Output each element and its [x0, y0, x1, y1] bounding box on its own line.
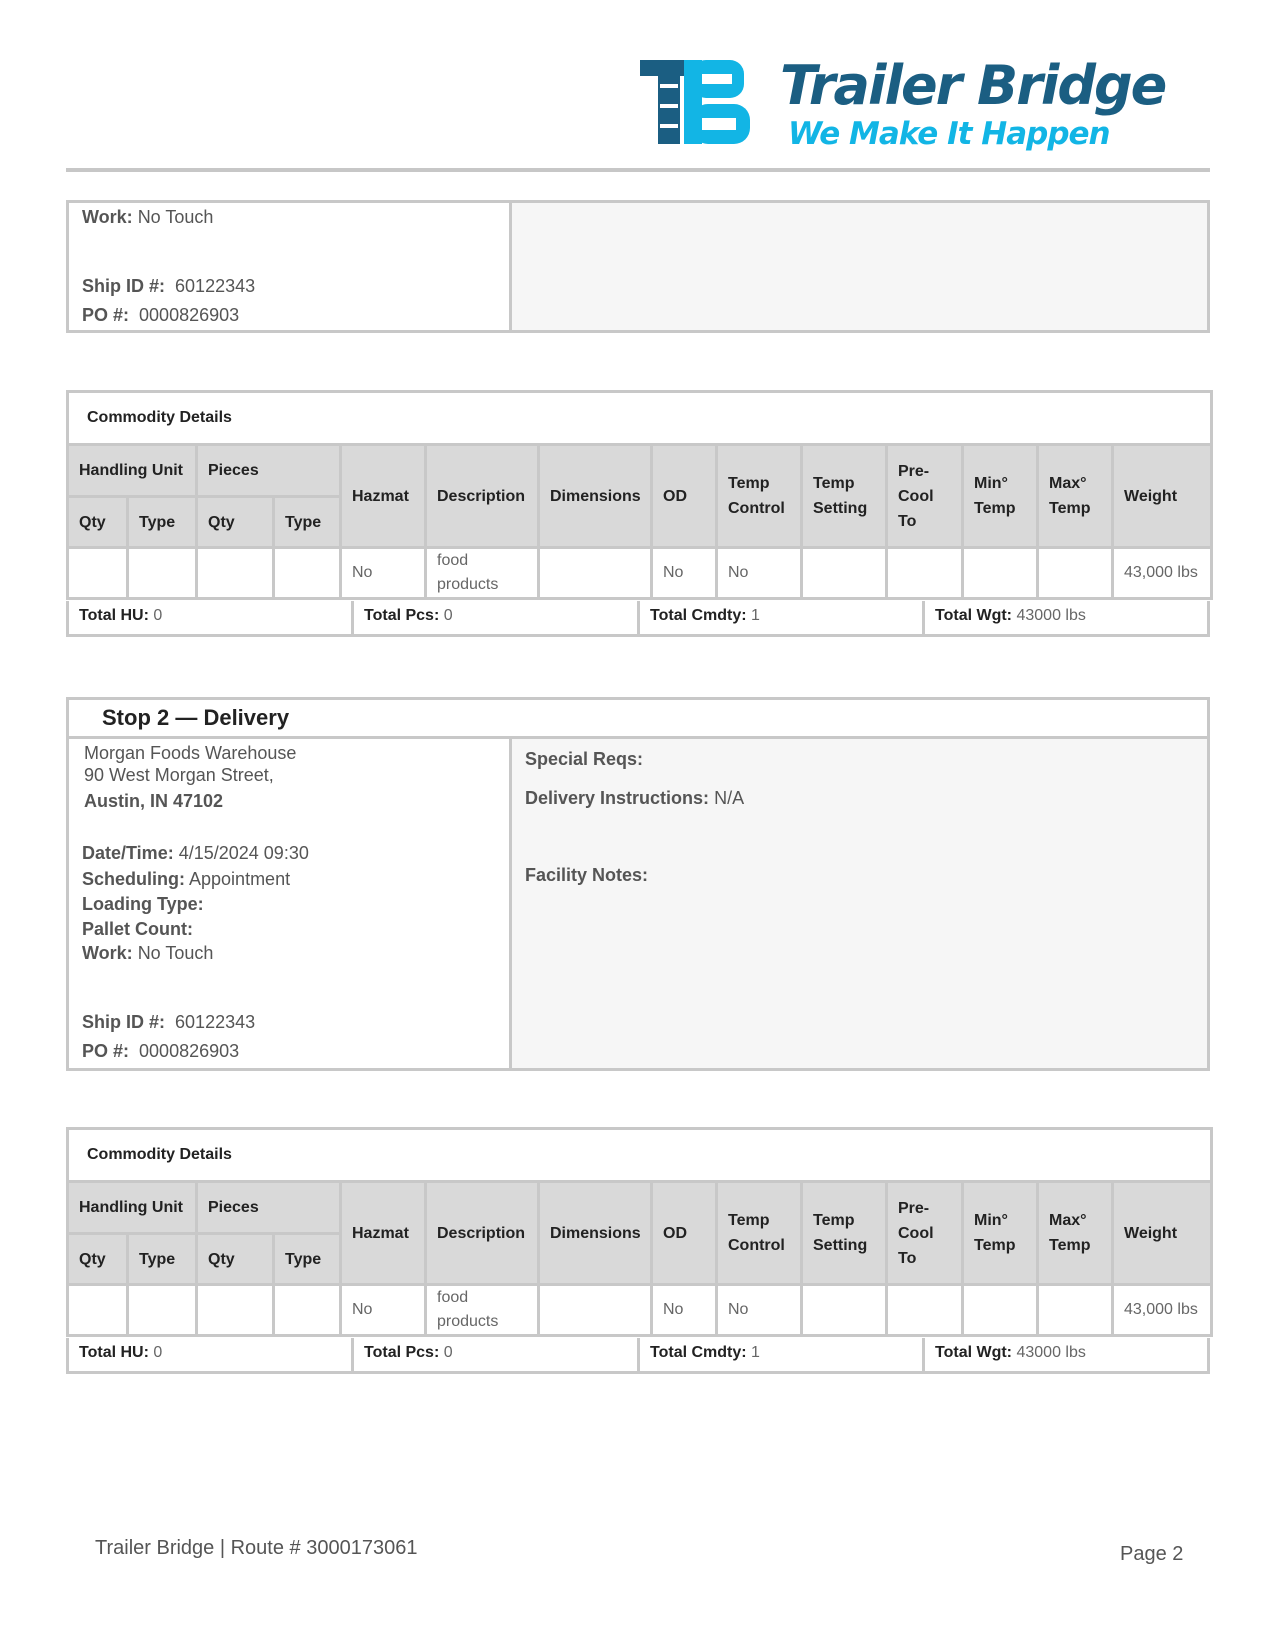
cell-pc-qty — [197, 548, 274, 599]
table-row — [68, 1285, 1212, 1336]
facility-name: Morgan Foods Warehouse — [84, 743, 297, 763]
total-pcs — [354, 601, 640, 634]
header-od: OD — [652, 445, 717, 548]
header-pieces: Pieces — [197, 445, 341, 497]
cell-max-temp — [1038, 548, 1113, 599]
header-precool: Pre-Cool To — [887, 1182, 963, 1285]
header-hu-type: Type — [128, 1234, 197, 1285]
stop2-info-box — [66, 736, 1210, 1071]
header-temp-setting: Temp Setting — [802, 1182, 887, 1285]
header-max-temp: Max° Temp — [1038, 445, 1113, 548]
total-pcs-label: Total Pcs: — [364, 1344, 440, 1361]
cell-temp-setting — [802, 548, 887, 599]
header-precool: Pre-Cool To — [887, 445, 963, 548]
cell-pc-type — [274, 548, 341, 599]
header-description: Description — [426, 1182, 539, 1285]
header-pc-qty: Qty — [197, 1234, 274, 1285]
ship-id-value: 60122343 — [175, 276, 256, 296]
loading-type-row — [82, 894, 204, 915]
total-wgt — [925, 1338, 1207, 1371]
stop1-info-right — [512, 203, 1207, 330]
cell-dimensions — [539, 1285, 652, 1336]
total-cmdty — [640, 1338, 925, 1371]
cell-hu-qty — [68, 548, 128, 599]
work-row — [82, 207, 213, 228]
tb-logo-mark-icon — [640, 60, 765, 148]
ship-id-label: Ship ID #: — [82, 276, 166, 296]
commodity-table-2 — [66, 1127, 1213, 1337]
header-temp-control: Temp Control — [717, 445, 802, 548]
total-wgt — [925, 601, 1207, 634]
header-min-temp: Min° Temp — [963, 1182, 1038, 1285]
cell-pc-qty — [197, 1285, 274, 1336]
cell-od: No — [652, 1285, 717, 1336]
cell-hu-qty — [68, 1285, 128, 1336]
header-pc-type: Type — [274, 1234, 341, 1285]
cell-dimensions — [539, 548, 652, 599]
scheduling-row — [82, 869, 290, 890]
brand-name: Trailer Bridge — [780, 54, 1166, 117]
header-hazmat: Hazmat — [341, 1182, 426, 1285]
total-cmdty-value: 1 — [751, 607, 760, 624]
cell-hu-type — [128, 548, 197, 599]
cell-hazmat: No — [341, 548, 426, 599]
total-wgt-label: Total Wgt: — [935, 1344, 1013, 1361]
special-reqs-label: Special Reqs: — [525, 749, 644, 769]
total-hu-label: Total HU: — [79, 607, 149, 624]
header-weight: Weight — [1113, 445, 1212, 548]
po-row — [82, 1041, 239, 1062]
total-hu — [69, 1338, 354, 1371]
po-value: 0000826903 — [139, 1041, 240, 1061]
stop2-info-left — [69, 739, 512, 1068]
delivery-instructions-label: Delivery Instructions: — [525, 788, 710, 808]
cell-hazmat: No — [341, 1285, 426, 1336]
city-state-zip: Austin, IN 47102 — [84, 791, 224, 811]
total-hu — [69, 601, 354, 634]
total-pcs — [354, 1338, 640, 1371]
datetime-row — [82, 843, 309, 864]
work-label: Work: — [82, 207, 133, 227]
total-cmdty-label: Total Cmdty: — [650, 1344, 747, 1361]
work-row — [82, 943, 213, 964]
stop2-header — [66, 697, 1210, 739]
stop2-title: Stop 2 — Delivery — [102, 705, 290, 730]
header-handling-unit: Handling Unit — [68, 1182, 197, 1234]
total-wgt-value: 43000 lbs — [1016, 607, 1086, 624]
commodity-title: Commodity Details — [68, 392, 1212, 445]
cell-pc-type — [274, 1285, 341, 1336]
total-cmdty-value: 1 — [751, 1344, 760, 1361]
work-value: No Touch — [137, 207, 214, 227]
stop1-info-box — [66, 200, 1210, 333]
header-description: Description — [426, 445, 539, 548]
commodity-table-1 — [66, 390, 1213, 600]
footer-page-number: Page 2 — [1120, 1543, 1184, 1565]
header-handling-unit: Handling Unit — [68, 445, 197, 497]
cell-weight: 43,000 lbs — [1113, 1285, 1212, 1336]
header-hazmat: Hazmat — [341, 445, 426, 548]
company-logo — [640, 54, 1200, 154]
total-hu-value: 0 — [153, 607, 163, 624]
cell-od: No — [652, 548, 717, 599]
footer-route: Trailer Bridge | Route # 3000173061 — [95, 1537, 418, 1559]
header-max-temp: Max° Temp — [1038, 1182, 1113, 1285]
ship-id-row — [82, 1012, 255, 1033]
facility-notes-label: Facility Notes: — [525, 865, 649, 885]
header-pc-type: Type — [274, 497, 341, 548]
header-divider — [66, 168, 1210, 172]
commodity-totals-2 — [66, 1338, 1210, 1374]
ship-id-row — [82, 276, 255, 297]
header-pc-qty: Qty — [197, 497, 274, 548]
total-hu-value: 0 — [153, 1344, 163, 1361]
header-hu-type: Type — [128, 497, 197, 548]
total-cmdty-label: Total Cmdty: — [650, 607, 747, 624]
header-dimensions: Dimensions — [539, 445, 652, 548]
total-wgt-label: Total Wgt: — [935, 607, 1013, 624]
scheduling-value: Appointment — [189, 869, 291, 889]
stop1-info-left — [69, 203, 512, 330]
header-pieces: Pieces — [197, 1182, 341, 1234]
cell-min-temp — [963, 548, 1038, 599]
cell-hu-type — [128, 1285, 197, 1336]
special-reqs-row — [525, 749, 643, 770]
cell-precool — [887, 1285, 963, 1336]
cell-weight: 43,000 lbs — [1113, 548, 1212, 599]
table-row — [68, 548, 1212, 599]
total-wgt-value: 43000 lbs — [1016, 1344, 1086, 1361]
po-label: PO #: — [82, 1041, 130, 1061]
cell-precool — [887, 548, 963, 599]
cell-description: food products — [426, 1285, 539, 1336]
facility-notes-row — [525, 865, 648, 886]
header-od: OD — [652, 1182, 717, 1285]
cell-min-temp — [963, 1285, 1038, 1336]
loading-type-label: Loading Type: — [82, 894, 204, 914]
cell-temp-setting — [802, 1285, 887, 1336]
header-weight: Weight — [1113, 1182, 1212, 1285]
ship-id-value: 60122343 — [175, 1012, 256, 1032]
header-min-temp: Min° Temp — [963, 445, 1038, 548]
header-temp-control: Temp Control — [717, 1182, 802, 1285]
header-hu-qty: Qty — [68, 1234, 128, 1285]
delivery-instructions-row — [525, 788, 744, 809]
header-dimensions: Dimensions — [539, 1182, 652, 1285]
pallet-count-row — [82, 919, 193, 940]
cell-max-temp — [1038, 1285, 1113, 1336]
cell-temp-control: No — [717, 1285, 802, 1336]
po-value: 0000826903 — [139, 305, 240, 325]
header-temp-setting: Temp Setting — [802, 445, 887, 548]
scheduling-label: Scheduling: — [82, 869, 185, 889]
pallet-count-label: Pallet Count: — [82, 919, 193, 939]
datetime-value: 4/15/2024 09:30 — [178, 843, 309, 863]
po-label: PO #: — [82, 305, 130, 325]
work-value: No Touch — [137, 943, 214, 963]
commodity-title: Commodity Details — [68, 1129, 1212, 1182]
cell-description: food products — [426, 548, 539, 599]
datetime-label: Date/Time: — [82, 843, 174, 863]
ship-id-label: Ship ID #: — [82, 1012, 166, 1032]
delivery-instructions-value: N/A — [714, 788, 745, 808]
total-hu-label: Total HU: — [79, 1344, 149, 1361]
work-label: Work: — [82, 943, 133, 963]
commodity-totals-1 — [66, 601, 1210, 637]
brand-tagline: We Make It Happen — [788, 116, 1110, 152]
total-pcs-value: 0 — [443, 607, 453, 624]
total-pcs-value: 0 — [443, 1344, 453, 1361]
stop2-info-right — [512, 739, 1207, 1068]
cell-temp-control: No — [717, 548, 802, 599]
street-address: 90 West Morgan Street, — [84, 765, 274, 785]
po-row — [82, 305, 239, 326]
total-cmdty — [640, 601, 925, 634]
total-pcs-label: Total Pcs: — [364, 607, 440, 624]
header-hu-qty: Qty — [68, 497, 128, 548]
